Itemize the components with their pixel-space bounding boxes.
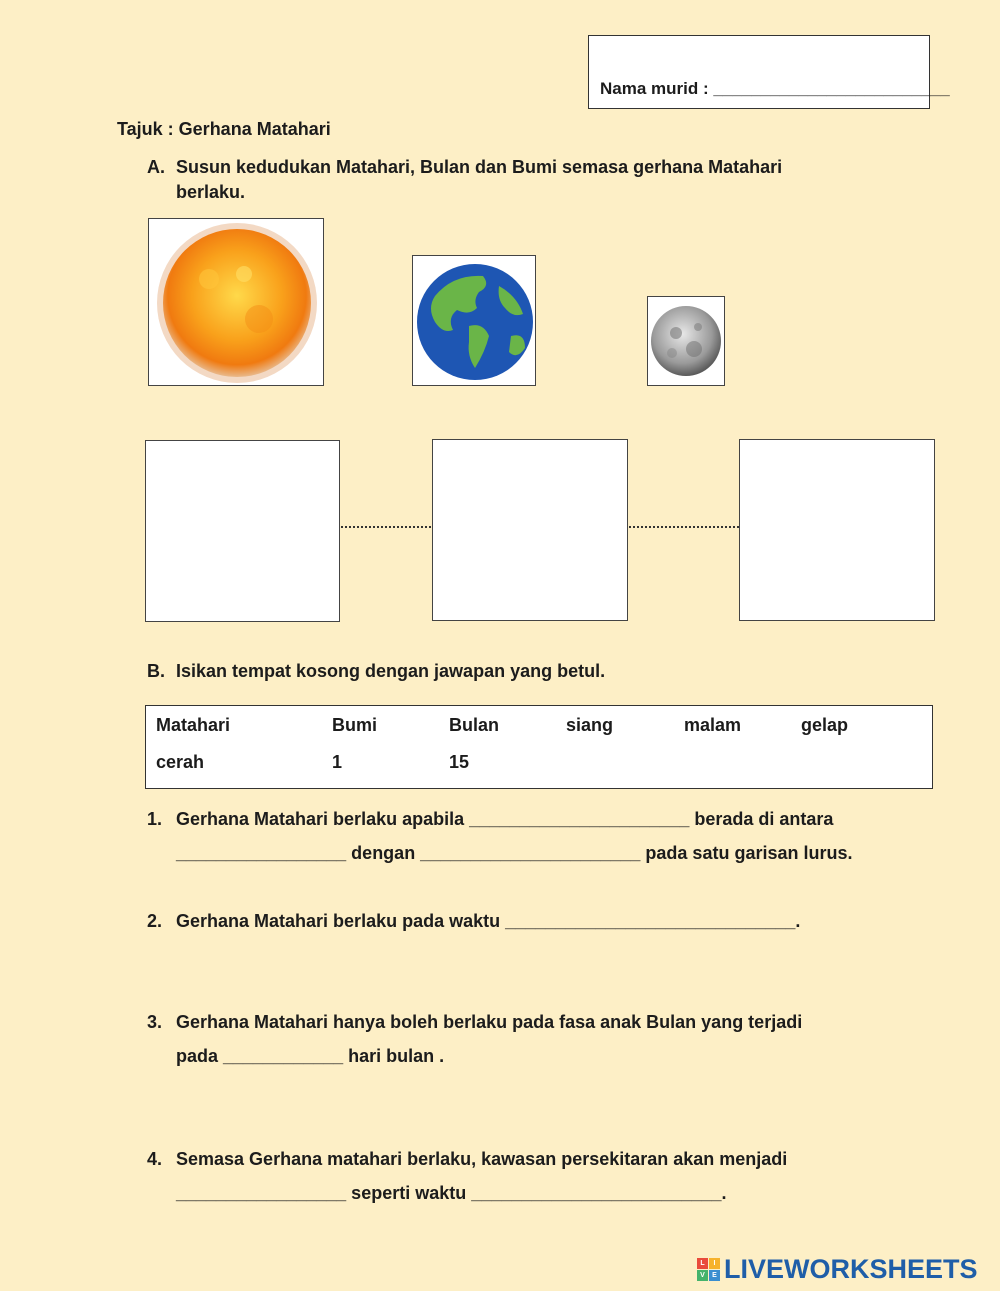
question-4-line2[interactable]: _________________ seperti waktu _________________________. [176, 1183, 727, 1203]
question-4-line1: Semasa Gerhana matahari berlaku, kawasan persekitaran akan menjadi [176, 1149, 788, 1169]
drop-box-2[interactable] [432, 439, 628, 621]
question-2-line1[interactable]: Gerhana Matahari berlaku pada waktu _____________________________. [176, 911, 801, 931]
moon-image[interactable] [647, 296, 725, 386]
sun-image[interactable] [148, 218, 324, 386]
question-3-line1: Gerhana Matahari hanya boleh berlaku pada fasa anak Bulan yang terjadi [176, 1012, 803, 1032]
student-name-box [588, 35, 950, 109]
section-a-instruction-line2: berlaku. [176, 182, 246, 202]
drop-box-1[interactable] [145, 440, 340, 622]
word-bank-item: 1 [332, 752, 343, 772]
word-bank-item: Matahari [156, 715, 231, 735]
earth-icon [413, 256, 536, 386]
word-bank-item: siang [566, 715, 614, 735]
question-3-number: 3. [147, 1012, 163, 1032]
word-bank [145, 705, 933, 789]
moon-icon [648, 297, 725, 386]
logo-blocks-icon: L I V E [697, 1258, 721, 1282]
sun-icon [149, 219, 324, 386]
word-bank-item: gelap [801, 715, 849, 735]
word-bank-item: malam [684, 715, 742, 735]
earth-image[interactable] [412, 255, 536, 386]
section-b-marker: B. [147, 661, 165, 681]
drop-box-3[interactable] [739, 439, 935, 621]
question-4-number: 4. [147, 1149, 163, 1169]
question-2-number: 2. [147, 911, 163, 931]
section-b-instruction: Isikan tempat kosong dengan jawapan yang betul. [176, 661, 606, 681]
question-1-number: 1. [147, 809, 163, 829]
page-title: Tajuk : Gerhana Matahari [117, 119, 331, 139]
question-1-line2[interactable]: _________________ dengan ______________________ pada satu garisan lurus. [176, 843, 853, 863]
word-bank-item: Bumi [332, 715, 377, 735]
word-bank-item: Bulan [449, 715, 500, 735]
liveworksheets-logo [697, 1254, 997, 1286]
word-bank-item: 15 [449, 752, 470, 772]
section-a-instruction-line1: Susun kedudukan Matahari, Bulan dan Bumi semasa gerhana Matahari [176, 157, 783, 177]
question-1-line1[interactable]: Gerhana Matahari berlaku apabila ______________________ berada di antara [176, 809, 834, 829]
connector-line-1 [341, 526, 431, 528]
word-bank-item: cerah [156, 752, 205, 772]
question-3-line2[interactable]: pada ____________ hari bulan . [176, 1046, 445, 1066]
connector-line-2 [629, 526, 739, 528]
student-name-label: Nama murid : _________________________ [600, 79, 950, 98]
section-a-marker: A. [147, 157, 165, 177]
logo-text: LIVEWORKSHEETS [724, 1254, 978, 1284]
